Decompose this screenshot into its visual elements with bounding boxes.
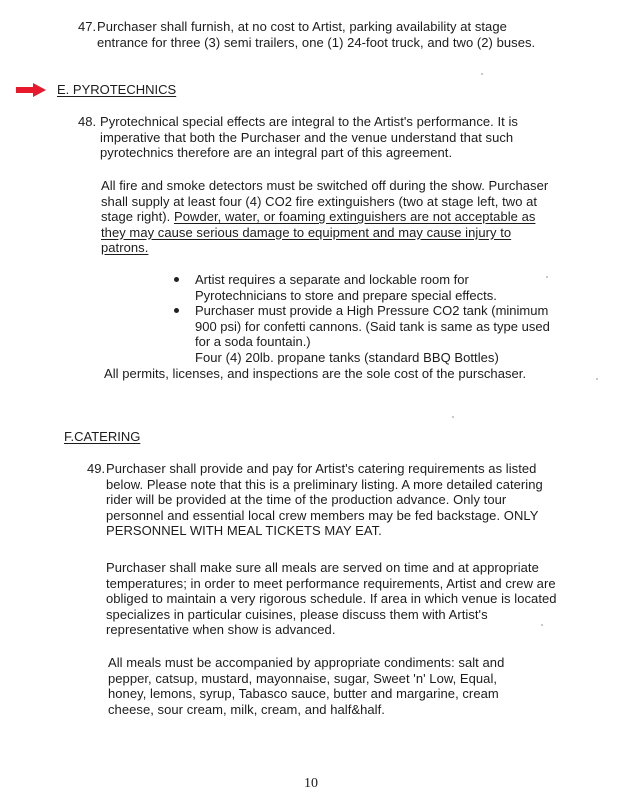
page-number: 10: [304, 776, 318, 791]
clause-number: 48.: [78, 114, 97, 129]
extinguisher-warning: Powder, water, or foaming extinguishers are not acceptable as they may cause serious damage to equipment and may cause injury to patrons.: [101, 209, 536, 255]
condiments-paragraph: All meals must be accompanied by appropriate condiments: salt and pepper, catsup, mustard, mayonnaise, sugar, Sweet 'n' Low, Equal, honey, lemons, syrup, Tabasco sauce, butter and margarine, cream cheese, sour cream, milk, cream, and half&half.: [108, 655, 505, 717]
fire-safety-text: All fire and smoke detectors must be switched off during the show. Purchaser shall supply at least four (4) CO2 fire extinguishers (two at stage left, two at stage right).: [101, 178, 549, 224]
clause-number: 49.: [87, 461, 106, 476]
section-heading-catering: F.CATERING: [64, 429, 141, 444]
clause-49: [87, 461, 562, 539]
clause-text: Pyrotechnical special effects are integral to the Artist's performance. It is imperative that both the Purchaser and the venue understand that such pyrotechnics therefore are an integral part of this agreement.: [100, 114, 518, 160]
red-arrow-icon: [16, 83, 46, 97]
permits-line: All permits, licenses, and inspections are the sole cost of the purschaser.: [104, 366, 527, 381]
list-item: Purchaser must provide a High Pressure CO2 tank (minimum 900 psi) for confetti cannons. (Said tank is same as type used for a soda fountain.): [173, 303, 559, 350]
bullet-icon: [174, 277, 179, 282]
propane-tanks-line: Four (4) 20lb. propane tanks (standard BBQ Bottles): [195, 350, 499, 365]
clause-text: Purchaser shall provide and pay for Artist's catering requirements as listed below. Please note that this is a preliminary listing. A more detailed catering rider will be provided at the time of the production advance. Only tour personnel and essential local crew members may be fed backstage. ONLY PERSONNEL WITH MEAL TICKETS MAY EAT.: [106, 461, 543, 538]
section-heading-pyrotechnics: E. PYROTECHNICS: [57, 82, 177, 97]
meals-timing-paragraph: Purchaser shall make sure all meals are served on time and at appropriate temperatures; in order to meet performance requirements, Artist and crew are obliged to maintain a very rigorous schedule. If area in which venue is located specializes in particular cuisines, please discuss them with Artist's representative when show is advanced.: [106, 560, 557, 637]
clause-48: [78, 114, 544, 161]
clause-number: 47.: [78, 19, 97, 34]
clause-text: Purchaser shall furnish, at no cost to Artist, parking availability at stage entrance for three (3) semi trailers, one (1) 24-foot truck, and two (2) buses.: [97, 19, 536, 50]
clause-47: [78, 19, 548, 50]
fire-safety-paragraph: [101, 178, 553, 256]
bullet-icon: [174, 308, 179, 313]
list-item: Artist requires a separate and lockable room for Pyrotechnicians to store and prepare special effects.: [173, 272, 525, 303]
pyrotechnics-requirements-list: [173, 272, 559, 350]
